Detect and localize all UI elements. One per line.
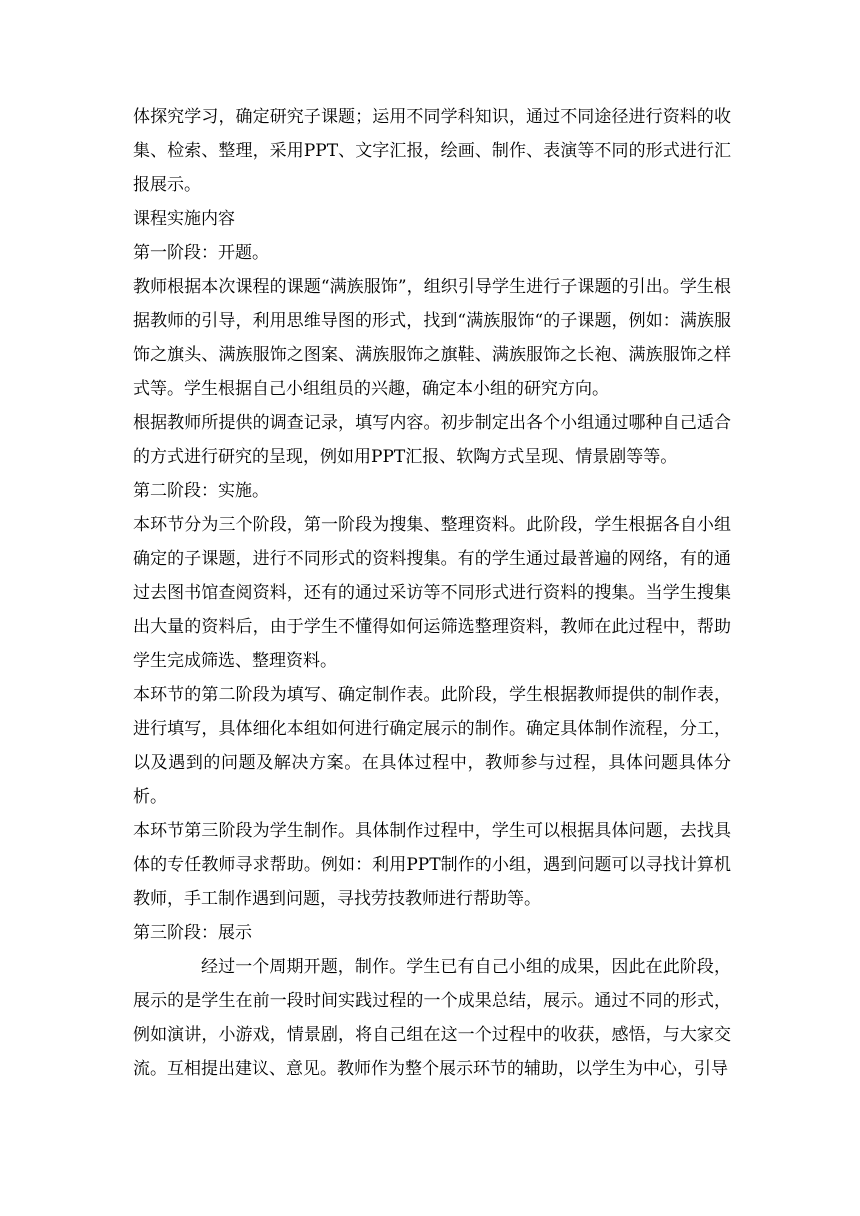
paragraph-intro-continuation: 体探究学习，确定研究子课题；运用不同学科知识，通过不同途径进行资料的收集、检索、整理，采用PPT、文字汇报，绘画、制作、表演等不同的形式进行汇报展示。 — [133, 107, 731, 195]
section-heading-implementation: 课程实施内容 — [133, 209, 235, 229]
paragraph-stage-two-make: 本环节第三阶段为学生制作。具体制作过程中，学生可以根据具体问题，去找具体的专任教师寻求帮助。例如：利用PPT制作的小组，遇到问题可以寻找计算机教师，手工制作遇到问题，寻找劳技教师进行帮助等。 — [133, 821, 731, 909]
document-body — [133, 100, 731, 1086]
paragraph-stage-two-form: 本环节的第二阶段为填写、确定制作表。此阶段，学生根据教师提供的制作表，进行填写，具体细化本组如何进行确定展示的制作。确定具体制作流程，分工，以及遇到的问题及解决方案。在具体过程中，教师参与过程，具体问题具体分析。 — [133, 685, 731, 807]
paragraph-stage-two-collect: 本环节分为三个阶段，第一阶段为搜集、整理资料。此阶段，学生根据各自小组确定的子课题，进行不同形式的资料搜集。有的学生通过最普遍的网络，有的通过去图书馆查阅资料，还有的通过采访等不同形式进行资料的搜集。当学生搜集出大量的资料后，由于学生不懂得如何运筛选整理资料，教师在此过程中，帮助学生完成筛选、整理资料。 — [133, 515, 731, 671]
paragraph-stage-one-topic: 教师根据本次课程的课题“满族服饰”，组织引导学生进行子课题的引出。学生根据教师的引导，利用思维导图的形式，找到“满族服饰“的子课题，例如：满族服饰之旗头、满族服饰之图案、满族服饰之旗鞋、满族服饰之长袍、满族服饰之样式等。学生根据自己小组组员的兴趣，确定本小组的研究方向。 — [133, 277, 731, 399]
stage-two-heading: 第二阶段：实施。 — [133, 481, 269, 501]
paragraph-stage-three-show: 经过一个周期开题，制作。学生已有自己小组的成果，因此在此阶段，展示的是学生在前一段时间实践过程的一个成果总结，展示。通过不同的形式，例如演讲，小游戏，情景剧，将自己组在这一个过程中的收获，感悟，与大家交流。互相提出建议、意见。教师作为整个展示环节的辅助，以学生为中心，引导 — [133, 957, 731, 1079]
stage-one-heading: 第一阶段：开题。 — [133, 243, 269, 263]
stage-three-heading: 第三阶段：展示 — [133, 923, 252, 943]
paragraph-stage-one-record: 根据教师所提供的调查记录，填写内容。初步制定出各个小组通过哪种自己适合的方式进行研究的呈现，例如用PPT汇报、软陶方式呈现、情景剧等等。 — [133, 413, 731, 467]
